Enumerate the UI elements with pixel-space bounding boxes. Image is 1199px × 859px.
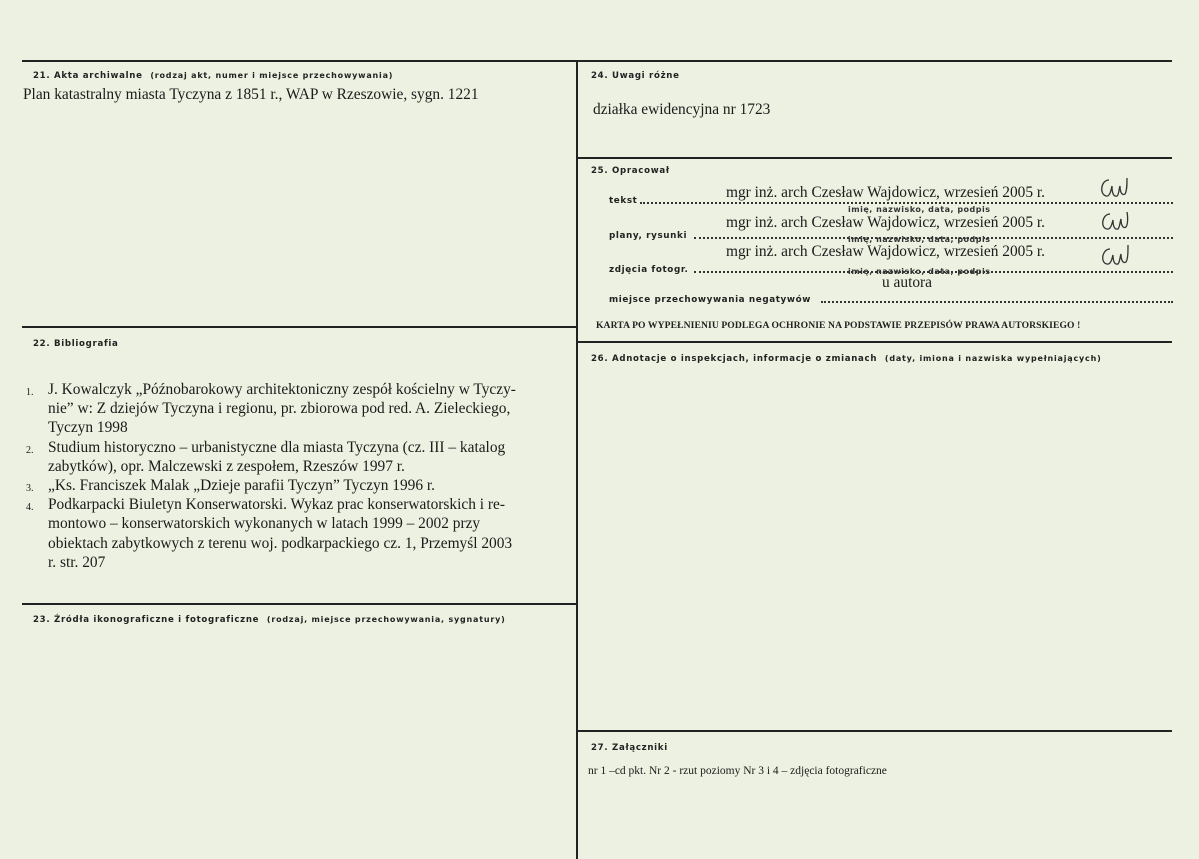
author-row-label: tekst: [609, 196, 638, 206]
bibliography-item-number: 1.: [26, 387, 34, 398]
bibliography-line: J. Kowalczyk „Późnobarokowy architektoniczny zespół kościelny w Tyczy-: [48, 381, 516, 398]
bibliography-line: r. str. 207: [48, 553, 106, 571]
rule-22-top: [22, 326, 576, 328]
bibliography-line: Tyczyn 1998: [48, 419, 128, 437]
section-24-header: 24. Uwagi różne: [591, 71, 680, 81]
center-divider: [576, 60, 578, 859]
bibliography-item-number: 3.: [26, 483, 34, 495]
author-row-hint: imię, nazwisko, data, podpis: [848, 205, 991, 214]
signature: [1098, 243, 1132, 269]
bibliography-line: „Ks. Franciszek Malak „Dzieje parafii Tyczyn” Tyczyn 1996 r.: [48, 477, 436, 495]
author-row-hint: imię, nazwisko, data, podpis: [848, 267, 991, 276]
section-26-subtitle: (daty, imiona i nazwiska wypełniających): [884, 354, 1102, 363]
section-26-header: [591, 354, 1102, 364]
author-row-value: mgr inż. arch Czesław Wajdowicz, wrzesień 2005 r.: [726, 184, 1046, 201]
section-21-title: 21. Akta archiwalne: [33, 71, 143, 81]
author-row-hint: imię, nazwisko, data, podpis: [848, 235, 991, 244]
author-row-label: plany, rysunki: [609, 231, 688, 241]
negatives-location-label: miejsce przechowywania negatywów: [609, 295, 811, 305]
rule-23-top: [22, 603, 576, 605]
section-27-text: nr 1 –cd pkt. Nr 2 - rzut poziomy Nr 3 i 4 – zdjęcia fotograficzne: [588, 765, 887, 777]
top-rule-right: [576, 60, 1172, 62]
negatives-location-value: u autora: [882, 274, 932, 291]
bibliography-list: [26, 380, 576, 572]
copyright-warning: KARTA PO WYPEŁNIENIU PODLEGA OCHRONIE NA PODSTAWIE PRZEPISÓW PRAWA AUTORSKIEGO !: [596, 320, 1081, 331]
signature: [1097, 176, 1131, 202]
top-rule-left: [22, 60, 576, 62]
section-22-header: 22. Bibliografia: [33, 339, 119, 349]
rule-25-top: [578, 157, 1172, 159]
bibliography-item: [26, 495, 576, 572]
bibliography-item: [26, 438, 576, 476]
section-21-text: Plan katastralny miasta Tyczyna z 1851 r., WAP w Rzeszowie, sygn. 1221: [23, 86, 479, 103]
section-21-header: [33, 71, 393, 81]
rule-27-top: [578, 730, 1172, 732]
bibliography-item: [26, 476, 576, 495]
section-23-subtitle: (rodzaj, miejsce przechowywania, sygnatury): [266, 615, 506, 624]
bibliography-line: montowo – konserwatorskich wykonanych w latach 1999 – 2002 przy: [48, 515, 481, 533]
section-25-header: 25. Opracował: [591, 166, 670, 176]
dotted-line: [640, 202, 1173, 204]
author-row-label: zdjęcia fotogr.: [609, 265, 689, 275]
section-23-header: [33, 615, 506, 625]
bibliography-line: obiektach zabytkowych z terenu woj. podkarpackiego cz. 1, Przemyśl 2003: [48, 534, 513, 552]
author-row-value: mgr inż. arch Czesław Wajdowicz, wrzesień 2005 r.: [726, 243, 1046, 260]
section-27-header: 27. Załączniki: [591, 743, 668, 753]
bibliography-line: Podkarpacki Biuletyn Konserwatorski. Wykaz prac konserwatorskich i re-: [48, 496, 505, 514]
signature: [1098, 208, 1132, 234]
bibliography-item-number: 2.: [26, 444, 34, 456]
dotted-line: [821, 301, 1173, 303]
section-26-title: 26. Adnotacje o inspekcjach, informacje o zmianach: [591, 354, 878, 364]
author-row-value: mgr inż. arch Czesław Wajdowicz, wrzesień 2005 r.: [726, 214, 1046, 231]
section-24-text: działka ewidencyjna nr 1723: [593, 101, 771, 118]
section-21-subtitle: (rodzaj akt, numer i miejsce przechowywania): [150, 71, 394, 80]
bibliography-item: [26, 380, 576, 438]
bibliography-line: nie” w: Z dziejów Tyczyna i regionu, pr. zbiorowa pod red. A. Zieleckiego,: [48, 400, 511, 418]
bibliography-line: Studium historyczno – urbanistyczne dla miasta Tyczyna (cz. III – katalog: [48, 438, 506, 456]
rule-26-top: [578, 341, 1172, 343]
bibliography-line: zabytków), opr. Malczewski z zespołem, Rzeszów 1997 r.: [48, 457, 405, 475]
bibliography-item-number: 4.: [26, 502, 34, 514]
section-23-title: 23. Źródła ikonograficzne i fotograficzne: [33, 615, 260, 625]
